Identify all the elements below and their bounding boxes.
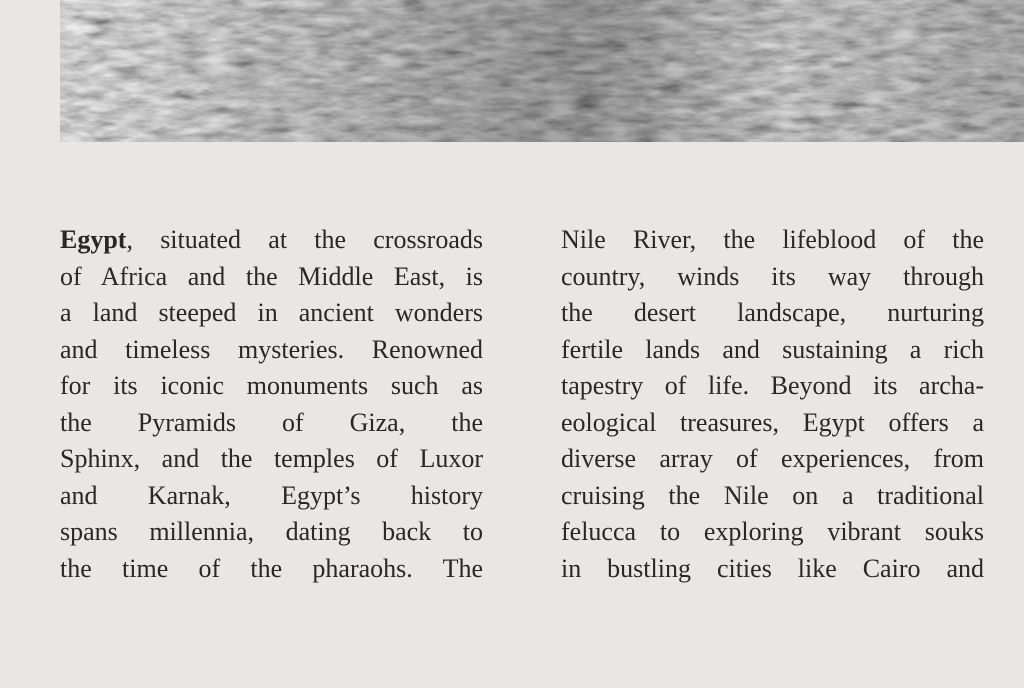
text-line: Nile River, the lifeblood of the — [561, 225, 984, 254]
text-line: of Africa and the Middle East, is — [60, 261, 483, 291]
text-line: cruising the Nile on a traditional — [561, 480, 984, 510]
text-line: felucca to exploring vibrant souks — [561, 517, 984, 546]
text-line: in bustling cities like Cairo and — [561, 553, 984, 583]
lead-word: Egypt — [60, 225, 127, 254]
text-line: country, winds its way through — [561, 261, 984, 291]
text-line: tapestry of life. Beyond its archa- — [561, 371, 984, 400]
text-line: a land steeped in ancient wonders — [60, 298, 483, 327]
text-line — [60, 222, 483, 259]
text-line: fertile lands and sustaining a rich — [561, 334, 984, 364]
text-line-content: , situated at the crossroads — [126, 225, 483, 254]
article-column-left — [60, 222, 483, 587]
text-line: and timeless mysteries. Renowned — [60, 334, 483, 364]
text-line: eological treasures, Egypt offers a — [561, 407, 984, 437]
text-line: the time of the pharaohs. The — [60, 553, 483, 583]
water-texture-image — [60, 0, 1024, 142]
text-line: and Karnak, Egypt’s history — [60, 480, 483, 510]
text-line: spans millennia, dating back to — [60, 517, 483, 546]
text-line: diverse array of experiences, from — [561, 444, 984, 473]
text-line: the desert landscape, nurturing — [561, 298, 984, 327]
article-column-right — [561, 222, 984, 587]
text-line: Sphinx, and the temples of Luxor — [60, 444, 483, 473]
text-line: the Pyramids of Giza, the — [60, 407, 483, 437]
hero-image — [60, 0, 1024, 142]
text-line: for its iconic monuments such as — [60, 371, 483, 400]
